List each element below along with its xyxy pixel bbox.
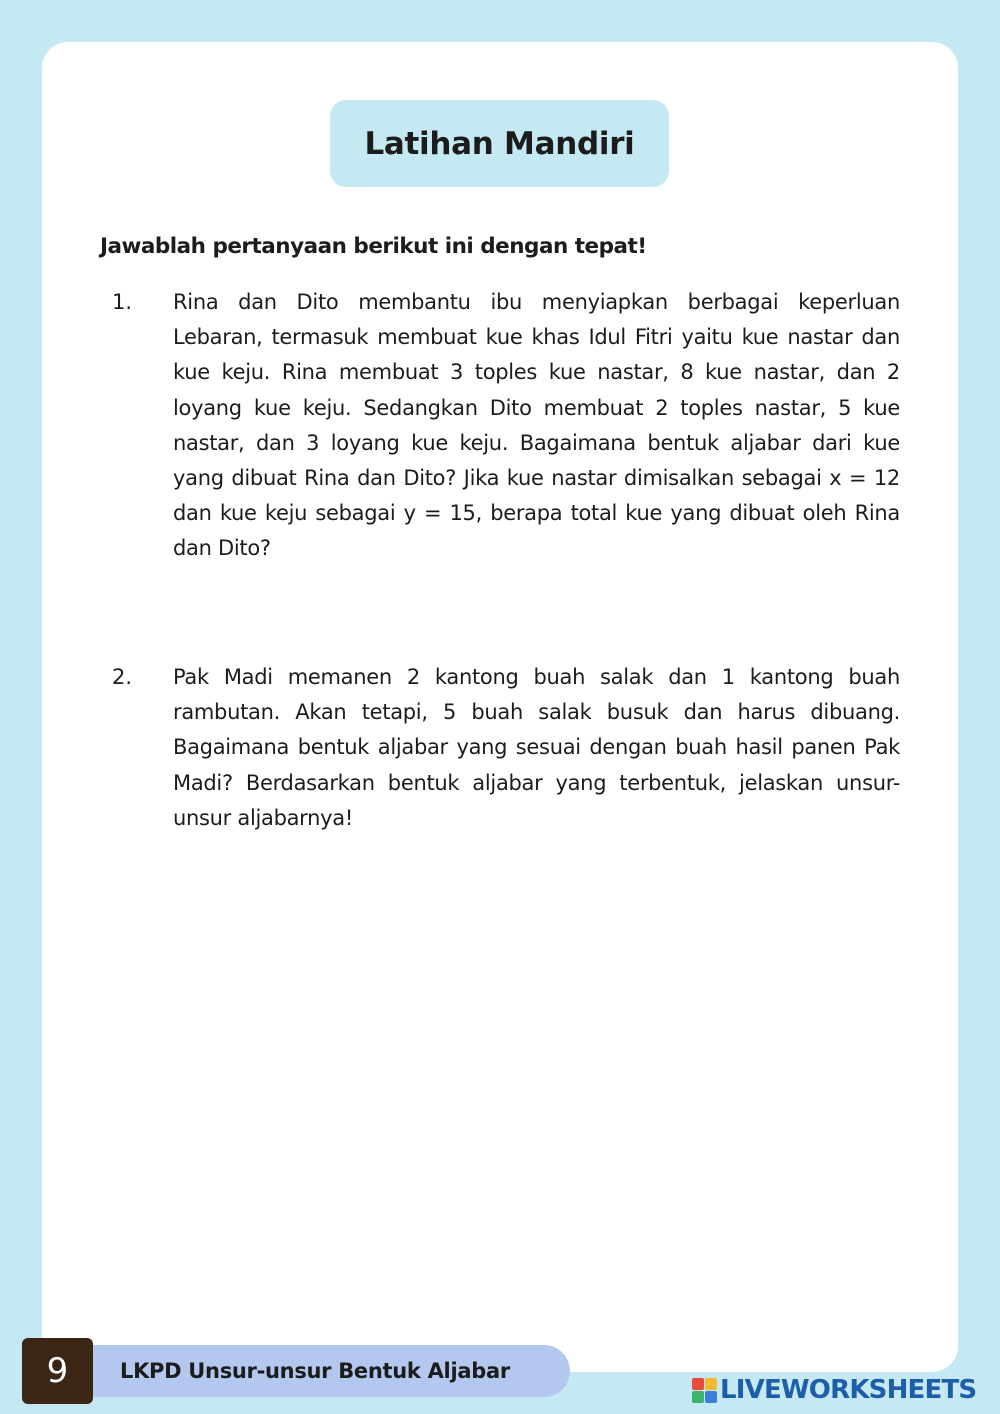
question-item: [112, 285, 900, 567]
title-box: [330, 100, 669, 187]
instruction-text: Jawablah pertanyaan berikut ini dengan tepat!: [100, 234, 647, 259]
brand-text: LIVEWORKSHEETS: [720, 1375, 977, 1405]
liveworksheets-logo[interactable]: [692, 1374, 976, 1406]
liveworksheets-logo-icon: [692, 1378, 717, 1403]
question-number: 1.: [112, 290, 133, 314]
logo-square-blue: [705, 1391, 717, 1403]
logo-square-red: [692, 1378, 704, 1390]
logo-square-yellow: [705, 1378, 717, 1390]
question-text: Rina dan Dito membantu ibu menyiapkan berbagai keperluan Lebaran, termasuk membuat kue khas Idul Fitri yaitu kue nastar dan kue keju. Rina membuat 3 toples kue nastar, 8 kue nastar, dan 2 loyang kue keju. Sedangkan Dito membuat 2 toples nastar, 5 kue nastar, dan 3 loyang kue keju. Bagaimana bentuk aljabar dari kue yang dibuat Rina dan Dito? Jika kue nastar dimisalkan sebagai x = 12 dan kue keju sebagai y = 15, berapa total kue yang dibuat oleh Rina dan Dito?: [173, 290, 900, 561]
page-number-badge: 9: [22, 1338, 93, 1404]
footer-label: LKPD Unsur-unsur Bentuk Aljabar: [80, 1345, 570, 1397]
page-title: Latihan Mandiri: [364, 125, 635, 162]
question-item: [112, 660, 900, 836]
logo-square-green: [692, 1391, 704, 1403]
question-text: Pak Madi memanen 2 kantong buah salak dan 1 kantong buah rambutan. Akan tetapi, 5 buah salak busuk dan harus dibuang. Bagaimana bentuk aljabar yang sesuai dengan buah hasil panen Pak Madi? Berdasarkan bentuk aljabar yang terbentuk, jelaskan unsur-unsur aljabarnya!: [173, 665, 900, 830]
question-number: 2.: [112, 665, 133, 689]
